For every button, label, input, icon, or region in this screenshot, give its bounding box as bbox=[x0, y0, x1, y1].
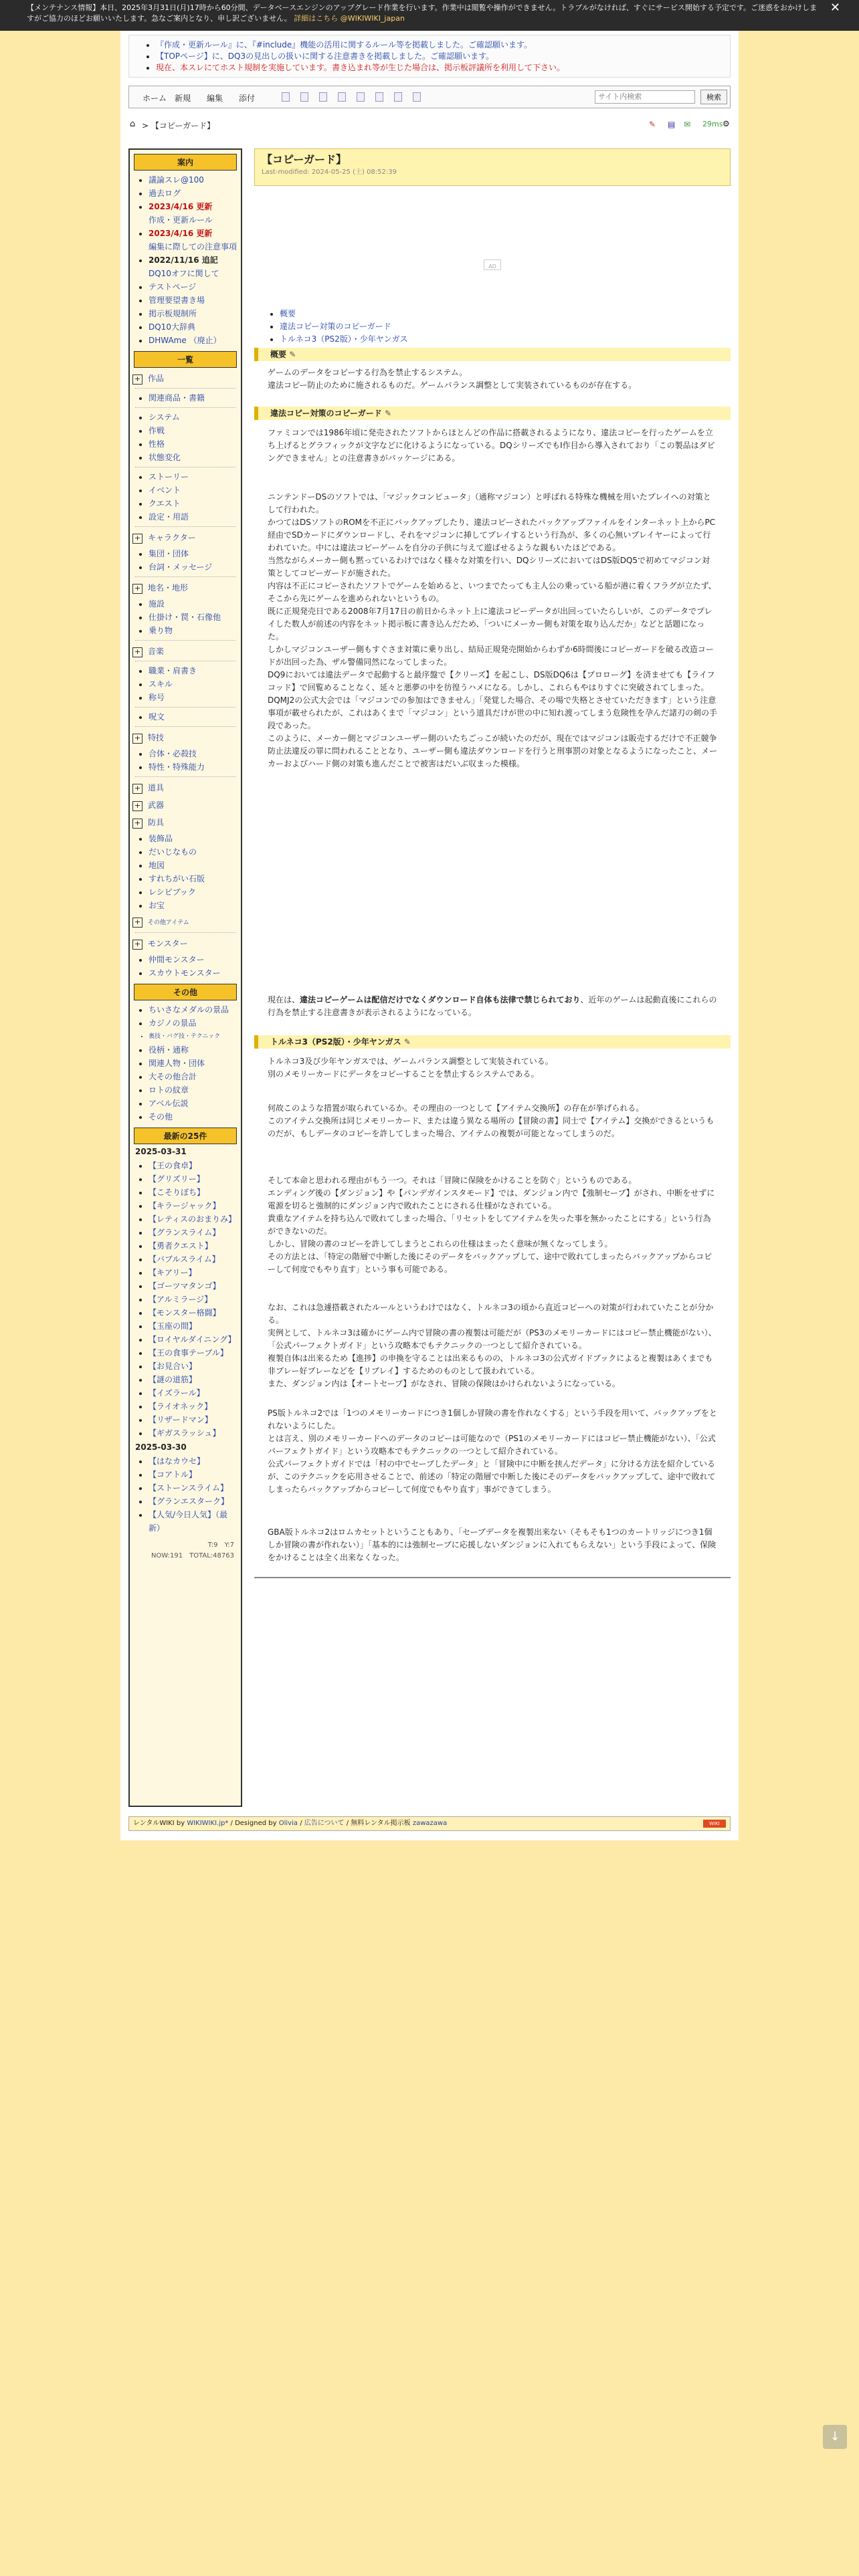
edit-icon[interactable]: ✎ bbox=[385, 409, 392, 418]
list-item: • 施設 bbox=[149, 597, 238, 611]
list-item: • 議論スレ@100 bbox=[149, 173, 238, 187]
guide-list bbox=[130, 173, 238, 347]
recent-item bbox=[149, 1360, 238, 1373]
recent-date: 2025-03-31 bbox=[135, 1147, 187, 1156]
maintenance-banner bbox=[0, 0, 859, 31]
breadcrumb-page: > 【コピーガード】 bbox=[142, 121, 215, 130]
list-item: • レシピブック bbox=[149, 885, 238, 899]
menu-edit[interactable]: 編集 bbox=[207, 94, 223, 103]
fold-item[interactable]: + 武器 bbox=[132, 798, 237, 812]
recent-item bbox=[149, 1226, 238, 1239]
counter: T:9 Y:7 NOW:191 TOTAL:48763 bbox=[151, 1541, 234, 1560]
search-input[interactable] bbox=[595, 90, 695, 104]
list-icon[interactable] bbox=[319, 92, 327, 102]
print-icon[interactable] bbox=[413, 92, 421, 102]
list-item: • 管理要望書き場 bbox=[149, 294, 238, 307]
list-item: • 特性・特殊能力 bbox=[149, 760, 238, 774]
expand-icon[interactable]: + bbox=[132, 647, 142, 657]
list-item: • 仲間モンスター bbox=[149, 953, 238, 966]
recent-link[interactable]: 【グランスライム】 bbox=[149, 1228, 221, 1237]
recent-link[interactable]: 【玉座の間】 bbox=[149, 1321, 197, 1331]
notice-item bbox=[156, 39, 730, 51]
recent-item bbox=[149, 1212, 238, 1226]
footer: レンタルWIKI by WIKIWIKI.jp* / Designed by Olivia / 広告について / 無料レンタル掲示板 zawazawa WIKI bbox=[128, 1816, 731, 1831]
sidebar-heading-recent: 最新の25件 bbox=[134, 1128, 237, 1144]
toc-item: • 概要 bbox=[280, 308, 731, 320]
breadcrumb bbox=[128, 118, 731, 132]
list-item: • 裏技・バグ技・テクニック bbox=[149, 1030, 238, 1043]
list-item: • 2023/4/16 更新 編集に際しての注意事項 bbox=[149, 227, 238, 253]
list-item: • 呪文 bbox=[149, 710, 238, 724]
list-item: • 関連人物・団体 bbox=[149, 1057, 238, 1070]
recent-link[interactable]: 【キアリー】 bbox=[149, 1268, 197, 1277]
recent-link[interactable]: 【キラージャック】 bbox=[149, 1201, 221, 1210]
menu-attach[interactable]: 添付 bbox=[239, 94, 256, 103]
list-item: • 掲示板規制所 bbox=[149, 307, 238, 320]
expand-icon[interactable]: + bbox=[132, 734, 142, 744]
notice-box bbox=[128, 35, 731, 78]
list-item: • テストページ bbox=[149, 280, 238, 294]
expand-icon[interactable]: + bbox=[132, 784, 142, 794]
recent-item bbox=[149, 1508, 238, 1535]
expand-icon[interactable]: + bbox=[132, 819, 142, 829]
recent-link[interactable]: 【グランエスターク】 bbox=[149, 1497, 229, 1506]
recent-link[interactable]: 【グリズリー】 bbox=[149, 1174, 205, 1184]
fold-item[interactable]: + 道具 bbox=[132, 781, 237, 794]
list-item: • お宝 bbox=[149, 899, 238, 912]
list-item: • 仕掛け・罠・石像他 bbox=[149, 611, 238, 624]
recent-item bbox=[149, 1172, 238, 1186]
list-item: • その他 bbox=[149, 1110, 238, 1123]
recent-link[interactable]: 【レティスのおまりみ】 bbox=[149, 1214, 237, 1224]
recent-item bbox=[149, 1346, 238, 1360]
list-item: • 集団・団体 bbox=[149, 547, 238, 560]
list-item: • 状態変化 bbox=[149, 451, 238, 464]
fold-item[interactable]: + キャラクター bbox=[132, 531, 237, 544]
recent-link[interactable]: 【ストーンスライム】 bbox=[149, 1483, 229, 1493]
section-text: PS版トルネコ2では「1つのメモリーカードにつき1個しか冒険の書を作れなくする」という手段を用いて、バックアップをとれないようにした。 とは言え、別のメモリーカードへのデータのコピーは可能なので（PS1のメモリーカードにはコピー禁止機能がない）、「公式パーフェクトガイド」という攻略本でもテクニックの一つとして紹介されている。 公式パーフェクトガイドでは「村の中でセーブしたデータ」と「冒険中に中断を挟んだデータ」に分ける方法を紹介しているが、このテクニックを応用させることで、前述の「特定の階層で中断した後にそのデータをバックアップして、途中で敗れてしまったらバックアップからコピーして何度でもやり直す」事ができてしまう。 bbox=[268, 1408, 717, 1494]
section-heading: 違法コピー対策のコピーガード ✎ bbox=[254, 407, 731, 420]
recent-date: 2025-03-30 bbox=[135, 1442, 187, 1452]
section-heading: トルネコ3（PS2版）・少年ヤンガス ✎ bbox=[254, 1035, 731, 1049]
list-item: • すれちがい石版 bbox=[149, 872, 238, 885]
divider bbox=[254, 1577, 731, 1578]
load-time: 29ms bbox=[702, 120, 723, 128]
recent-link[interactable]: 【モンスター格闘】 bbox=[149, 1308, 221, 1317]
search-page-icon[interactable] bbox=[338, 92, 346, 102]
notice-link[interactable]: 『作成・更新ルール』に、『#include』機能の活用に関するルール等を掲載しました。ご確認願います。 bbox=[156, 40, 533, 49]
expand-icon[interactable]: + bbox=[132, 801, 142, 811]
recent-item bbox=[149, 1413, 238, 1426]
recent-item bbox=[149, 1468, 238, 1481]
recent-item bbox=[149, 1266, 238, 1279]
rss-icon[interactable] bbox=[394, 92, 402, 102]
section-text: ニンテンドーDSのソフトでは、「マジックコンピュータ」（通称マジコン）と呼ばれる特殊な機械を用いたプレイへの対策として行われた。 かつてはDSソフトのROMを不正にバックアップしたり、違法コピーされたバックアップファイルをインターネット上からPC経由でSDカードにダウンロードし、それをマジコンに挿してプレイするという行為が、多くの心無いプレイヤーによって行われていた。中には違法コピーゲームを自分の子供に与えて遊ばせるような親もいたほどである。 当然ながらメーカー側も黙っているわけではなく様々な対策を行い、DQシリーズにおいてはDS版DQ5で初めてマジコン対策としてコピーガードが施された。 内容は不正にコピーされたソフトでゲームを始めると、いつまでたっても主人公の乗っている船が港に着くフラグが立たず、そこから先にゲームを進められないというもの。 既に正規発売日である2008年7月17日の前日からネット上に違法コピーデータが出回っていたらしいが、このデータでプレイした数人が前述の内容をネット掲示板に書き込んだため、「ついにメーカー側も対策を取り込んだか」などと話題になった。 しかしマジコンユーザー側もすぐさま対策に乗り出し、結局正規発売開始からわずか6時間後にコピーガードを破る改造コードが出回った為、ザル警備同然になってしまった。 DQ9においては違法データで起動すると最序盤で【クリーズ】を起こし、DS版DQ6は【ブロローグ】を済ませても【ライフコッド】で回覧めることなく、延々と悪夢の中を彷徨うハメになる。しかし、これらもやはりすぐに突破されてしまった。 DQMJ2の公式大会では「マジコンでの参加はできません」「発覚した場合、その場で失格とさせていただきます」という注意事項が載せられたが、これはあくまで「マジコン」という道具だけが世の中に知れ渡ってしまう危険性を孕んだ諸刃の剣の手段であった。 このように、メーカー側とマジコンユーザー側のいたちごっこが続いたのだが、現在ではマジコンは販売するだけで不正競争防止法違反の罪に問われることとなり、ユーザー側も違法ダウンロードを行うと刑事罰の対象となるようになったこと、メーカーおよびハード側の対策も進んだことで被害はだいぶ収まった模様。 bbox=[268, 492, 718, 768]
footer-link[interactable]: Olivia bbox=[278, 1820, 298, 1827]
recent-list bbox=[130, 1159, 238, 1440]
recent-link[interactable]: 【勇者クエスト】 bbox=[149, 1241, 213, 1251]
fold-item[interactable]: + 地名・地形 bbox=[132, 581, 237, 595]
recent-link[interactable]: 【お見合い】 bbox=[149, 1362, 197, 1371]
table-of-contents bbox=[254, 308, 731, 346]
fold-item[interactable]: + 防具 bbox=[132, 816, 237, 829]
recent-list bbox=[130, 1455, 238, 1535]
section-text: 何故このような措置が取られているか。その理由の一つとして【アイテム交換所】の存在が挙げられる。 このアイテム交換所は同じメモリーカード、または違う異なる場所の【冒険の書】同士で【アイテム】交換ができるというものだが、もしデータのコピーを許してしまった場合、アイテムの複製が可能となってしまうのだ。 bbox=[268, 1103, 714, 1138]
fold-item[interactable]: + 特技 bbox=[132, 731, 237, 744]
list-item: • 合体・必殺技 bbox=[149, 747, 238, 760]
list-item: • カジノの景品 bbox=[149, 1016, 238, 1030]
sidebar-heading-other: その他 bbox=[134, 984, 237, 1000]
list-item: • スキル bbox=[149, 677, 238, 691]
rss-feed-icon[interactable]: ▤ bbox=[668, 120, 676, 129]
recent-item bbox=[149, 1253, 238, 1266]
list-item: • ロトの紋章 bbox=[149, 1083, 238, 1097]
list-item: • 過去ログ bbox=[149, 187, 238, 200]
notice-item bbox=[156, 62, 730, 74]
section-text: そして本命と思われる理由がもう一つ。それは「冒険に保険をかけることを防ぐ」というものである。 エンディング後の【ダンジョン】や【パンデガインスタモード】では、ダンジョン内で【強制セーブ】がされ、中断をせずに電源を切ると強制的にダンジョン内で敗れたことにされる仕様がなされている。 貴重なアイテムを持ち込んで敗れてしまった場合、「リセットをしてアイテムを失った事を無かったことにする」という行為ができないのだ。 しかし、冒険の書のコピーを許してしまうとこれらの仕様はまったく意味が無くなってしまう。 その方法とは、「特定の階層で中断した後にそのデータをバックアップして、途中で敗れてしまったらバックアップからコピーして何度でもやり直す」という事も可能である。 bbox=[268, 1176, 715, 1274]
recent-link[interactable]: 【ライオネック】 bbox=[149, 1402, 213, 1411]
expand-icon[interactable]: + bbox=[132, 584, 142, 594]
help-icon[interactable] bbox=[375, 92, 383, 102]
list-item: • 2022/11/16 追記 DQ10オフに関して bbox=[149, 253, 238, 280]
expand-icon[interactable]: + bbox=[132, 374, 142, 385]
notice-link[interactable]: 【TOPページ】に、DQ3の見出しの扱いに関する注意書きを掲載しました。ご確認願います。 bbox=[156, 51, 494, 61]
recent-item bbox=[149, 1481, 238, 1495]
menu-home[interactable]: ホーム bbox=[142, 94, 167, 103]
recent-link[interactable]: 【リザードマン】 bbox=[149, 1415, 213, 1424]
list-item: • ちいさなメダルの景品 bbox=[149, 1003, 238, 1016]
notice-item bbox=[156, 51, 730, 62]
recent-item bbox=[149, 1333, 238, 1346]
recent-link[interactable]: 【こそりぼち】 bbox=[149, 1188, 205, 1197]
recent-item bbox=[149, 1495, 238, 1508]
list-item: • クエスト bbox=[149, 497, 238, 510]
recent-item bbox=[149, 1159, 238, 1172]
ad-placeholder: AD bbox=[484, 259, 501, 270]
recent-link[interactable]: 【謎の道筋】 bbox=[149, 1375, 197, 1384]
fold-item[interactable]: + 作品 bbox=[132, 372, 237, 385]
page-container bbox=[120, 31, 739, 1840]
recent-item bbox=[149, 1455, 238, 1468]
recent-item bbox=[149, 1293, 238, 1306]
section-text: トルネコ3及び少年ヤンガスでは、ゲームバランス調整として実装されている。 別のメモリーカードにデータをコピーすることを禁止するシステムである。 bbox=[268, 1057, 553, 1079]
section-heading: 概要 ✎ bbox=[254, 348, 731, 361]
maintenance-link[interactable]: 詳細はこちら @WIKIWIKI_japan bbox=[294, 14, 405, 23]
list-item: • アベル伝説 bbox=[149, 1097, 238, 1110]
list-item: • 台詞・メッセージ bbox=[149, 560, 238, 574]
wiki-logo: WIKI bbox=[703, 1820, 726, 1828]
fold-item[interactable]: + モンスター bbox=[132, 937, 237, 950]
recent-link[interactable]: 【はなカウセ】 bbox=[149, 1457, 205, 1466]
scroll-down-icon[interactable]: ↓ bbox=[823, 2425, 847, 2449]
share-icon[interactable]: ✉ bbox=[684, 120, 691, 129]
backup-icon[interactable] bbox=[300, 92, 308, 102]
recent-link[interactable]: 【アルミラージ】 bbox=[149, 1295, 213, 1304]
list-item: • 地図 bbox=[149, 859, 238, 872]
list-item: • DQ10大辞典 bbox=[149, 320, 238, 334]
recent-link[interactable]: 【バブルスライム】 bbox=[149, 1255, 220, 1264]
recent-link[interactable]: 【人気/今日人気】（最新） bbox=[149, 1510, 228, 1533]
recent-item bbox=[149, 1319, 238, 1333]
fold-item[interactable]: + 音楽 bbox=[132, 645, 237, 658]
edit-icon[interactable]: ✎ bbox=[289, 350, 296, 359]
section-text: ゲームのデータをコピーする行為を禁止するシステム。 違法コピー防止のために施されるものだ。ゲームバランス調整として実装されているものが存在する。 bbox=[268, 368, 637, 390]
list-item: • 乗り物 bbox=[149, 624, 238, 637]
footer-link[interactable]: zawazawa bbox=[412, 1820, 448, 1827]
home-icon[interactable]: ⌂ bbox=[130, 119, 136, 129]
section-text: 現在は、違法コピーゲームは配信だけでなくダウンロード自体も法律で禁じられており、近年のゲームは起動直後にこれらの行為を禁止する注意書きが表示されるようになっている。 bbox=[268, 995, 717, 1017]
sidebar bbox=[128, 148, 242, 1807]
recent-item bbox=[149, 1186, 238, 1199]
list-item: • システム bbox=[149, 411, 238, 424]
toc-item: • 違法コピー対策のコピーガード bbox=[280, 320, 731, 333]
list-item: • 設定・用語 bbox=[149, 510, 238, 524]
expand-icon[interactable]: + bbox=[132, 534, 142, 544]
list-item: • 2023/4/16 更新 作成・更新ルール bbox=[149, 200, 238, 227]
tool-icon[interactable]: ✎ bbox=[649, 120, 656, 129]
recent-link[interactable]: 【コアトル】 bbox=[149, 1470, 197, 1479]
list-item: • 関連商品・書籍 bbox=[149, 391, 238, 405]
gear-icon[interactable]: ⚙ bbox=[723, 119, 730, 128]
recent-link[interactable]: 【ロイヤルダイニング】 bbox=[149, 1335, 236, 1344]
list-item: • 称号 bbox=[149, 691, 238, 704]
recent-item bbox=[149, 1426, 238, 1440]
recent-link[interactable]: 【ギガスラッシュ】 bbox=[149, 1428, 221, 1438]
expand-icon[interactable]: + bbox=[132, 918, 142, 928]
main-content bbox=[254, 148, 731, 1562]
search-button[interactable]: 検索 bbox=[700, 90, 727, 104]
sidebar-heading-list: 一覧 bbox=[134, 351, 237, 368]
recent-link[interactable]: 【王の食事テーブル】 bbox=[149, 1348, 228, 1358]
recent-link[interactable]: 【イズラール】 bbox=[149, 1388, 205, 1398]
page-title-box bbox=[254, 148, 731, 186]
toc-item: • トルネコ3（PS2版）・少年ヤンガス bbox=[280, 333, 731, 346]
recent-link[interactable]: 【ゴーツマタンゴ】 bbox=[149, 1281, 221, 1291]
recent-item bbox=[149, 1306, 238, 1319]
recent-link[interactable]: 【王の食卓】 bbox=[149, 1161, 197, 1170]
list-item: • 装飾品 bbox=[149, 832, 238, 845]
list-item: • スカウトモンスター bbox=[149, 966, 238, 980]
recent-item bbox=[149, 1386, 238, 1400]
menu-new[interactable]: 新規 bbox=[175, 94, 191, 103]
sidebar-heading-guide: 案内 bbox=[134, 154, 237, 171]
list-item: • DHWAme （廃止） bbox=[149, 334, 238, 347]
notice-link[interactable]: 現在、本スレにてホスト規制を実施しています。書き込まれ等が生じた場合は、掲示板評議所を利用して下さい。 bbox=[156, 63, 565, 72]
expand-icon[interactable]: + bbox=[132, 940, 142, 950]
section-text: なお、これは急遽搭載されたルールというわけではなく、トルネコ3の頃から直近コピーへの対策が行われていたことが分かる。 実例として、トルネコ3は確かにゲーム内で冒険の書の複製は可能だが（PS3のメモリーカードにはコピー禁止機能がない）、「公式パーフェクトガイド」という攻略本でもテクニックの一つとして紹介されている。 複製自体は出来るため【進捗】の申換を守ることは出来るものの、トルネコ3の公式ガイドブックによると複製はあくまでも非プレー好プレーなどを【リブレイ】するためのものとして扱われている。 また、ダンジョン内は【オートセーブ】がなされ、冒険の保険はかけられないようになっている。 bbox=[268, 1303, 717, 1388]
diff-icon[interactable] bbox=[282, 92, 290, 102]
maintenance-text: 【メンテナンス情報】本日、2025年3月31日(月)17時から60分間、データベースエンジンのアップグレード作業を行います。作業中は閲覧や操作ができません。トラブルがなければ、すぐにサービス開始する予定です。ご迷惑をおかけしますがご協力のほどお願いいたします。急なご案内となり、申し訳ございません。 bbox=[27, 3, 817, 23]
page-title: 【コピーガード】 bbox=[262, 153, 347, 166]
recent-item bbox=[149, 1239, 238, 1253]
last-modified: Last-modified: 2024-05-25 (土) 08:52:39 bbox=[262, 169, 397, 176]
recent-icon[interactable] bbox=[357, 92, 365, 102]
list-item: • 役柄・通称 bbox=[149, 1043, 238, 1057]
list-item: • イベント bbox=[149, 484, 238, 497]
recent-item bbox=[149, 1400, 238, 1413]
list-item: • 大その他合計 bbox=[149, 1070, 238, 1083]
close-icon[interactable]: ✕ bbox=[830, 1, 840, 15]
menu-bar bbox=[128, 86, 731, 108]
footer-link[interactable]: 広告について bbox=[304, 1820, 345, 1827]
list-item: • だいじなもの bbox=[149, 845, 238, 859]
fold-item[interactable]: + その他アイテム bbox=[132, 916, 237, 930]
section-text: ファミコンでは1986年頃に発売されたソフトからほとんどの作品に搭載されるようになり、違法コピーを行ったゲームを立ち上げるとグラフィックが文字などに化けるようになっている。DQシリーズでもI作目から導入されており「この製品はダビングできません」との注意書きがパッケージにある。 bbox=[268, 428, 715, 463]
edit-icon[interactable]: ✎ bbox=[403, 1037, 411, 1047]
list-item: • 職業・肩書き bbox=[149, 664, 238, 677]
section-text: GBA版トルネコ2はロムカセットということもあり、「セーブデータを複製出来ない（そもそも1つのカートリッジにつき1個しか冒険の書が作れない）」「基本的には強制セーブに応援しないダンジョンに入れてもらえない」という手段によって、保険をかけることは全く出来なくなった。 bbox=[268, 1527, 717, 1562]
list-item: • 作戦 bbox=[149, 424, 238, 437]
list-item: • ストーリー bbox=[149, 470, 238, 484]
recent-item bbox=[149, 1279, 238, 1293]
list-item: • 性格 bbox=[149, 437, 238, 451]
recent-item bbox=[149, 1199, 238, 1212]
recent-item bbox=[149, 1373, 238, 1386]
footer-link[interactable]: WIKIWIKI.jp* bbox=[187, 1820, 229, 1827]
